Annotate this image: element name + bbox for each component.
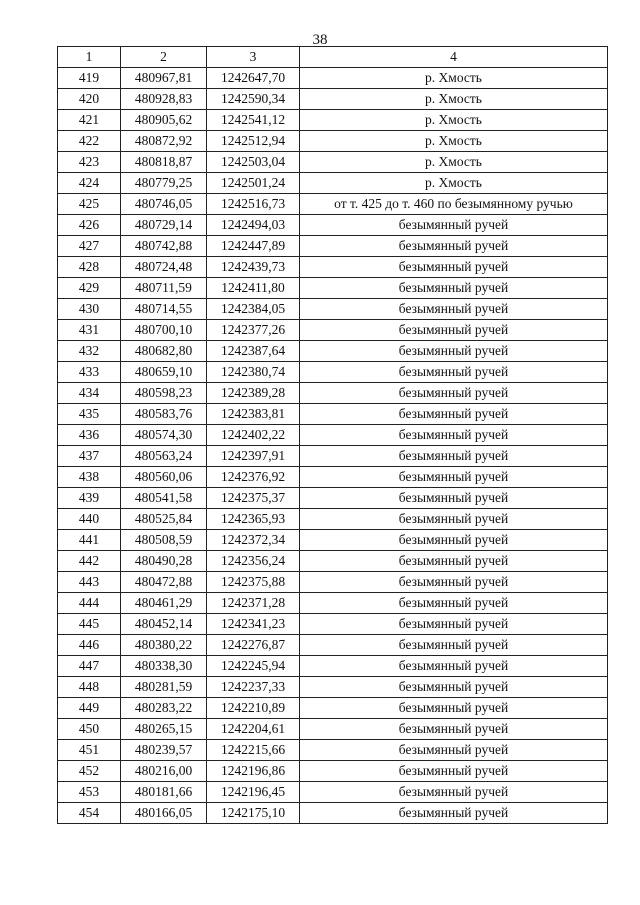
column-header-x-coordinate: 2	[121, 47, 207, 68]
column-header-description: 4	[300, 47, 608, 68]
table-row	[58, 635, 608, 656]
description-cell: безымянный ручей	[300, 551, 608, 572]
x-coordinate-cell: 480905,62	[121, 110, 207, 131]
point-number-cell: 430	[58, 299, 121, 320]
x-coordinate-cell: 480452,14	[121, 614, 207, 635]
y-coordinate-cell: 1242356,24	[207, 551, 300, 572]
y-coordinate-cell: 1242501,24	[207, 173, 300, 194]
description-cell: безымянный ручей	[300, 341, 608, 362]
table-row	[58, 446, 608, 467]
y-coordinate-cell: 1242276,87	[207, 635, 300, 656]
table-row	[58, 488, 608, 509]
x-coordinate-cell: 480659,10	[121, 362, 207, 383]
x-coordinate-cell: 480563,24	[121, 446, 207, 467]
coordinates-table	[57, 46, 608, 824]
point-number-cell: 438	[58, 467, 121, 488]
description-cell: безымянный ручей	[300, 719, 608, 740]
y-coordinate-cell: 1242371,28	[207, 593, 300, 614]
description-cell: безымянный ручей	[300, 593, 608, 614]
table-row	[58, 698, 608, 719]
y-coordinate-cell: 1242439,73	[207, 257, 300, 278]
point-number-cell: 454	[58, 803, 121, 824]
x-coordinate-cell: 480928,83	[121, 89, 207, 110]
point-number-cell: 449	[58, 698, 121, 719]
point-number-cell: 433	[58, 362, 121, 383]
y-coordinate-cell: 1242245,94	[207, 656, 300, 677]
x-coordinate-cell: 480872,92	[121, 131, 207, 152]
y-coordinate-cell: 1242215,66	[207, 740, 300, 761]
point-number-cell: 442	[58, 551, 121, 572]
table-row	[58, 215, 608, 236]
y-coordinate-cell: 1242196,45	[207, 782, 300, 803]
y-coordinate-cell: 1242389,28	[207, 383, 300, 404]
x-coordinate-cell: 480181,66	[121, 782, 207, 803]
point-number-cell: 421	[58, 110, 121, 131]
table-row	[58, 761, 608, 782]
x-coordinate-cell: 480490,28	[121, 551, 207, 572]
table-row	[58, 341, 608, 362]
description-cell: безымянный ручей	[300, 446, 608, 467]
y-coordinate-cell: 1242377,26	[207, 320, 300, 341]
y-coordinate-cell: 1242204,61	[207, 719, 300, 740]
x-coordinate-cell: 480967,81	[121, 68, 207, 89]
x-coordinate-cell: 480742,88	[121, 236, 207, 257]
description-cell: безымянный ручей	[300, 278, 608, 299]
y-coordinate-cell: 1242647,70	[207, 68, 300, 89]
description-cell: р. Хмость	[300, 68, 608, 89]
point-number-cell: 453	[58, 782, 121, 803]
description-cell: р. Хмость	[300, 131, 608, 152]
y-coordinate-cell: 1242210,89	[207, 698, 300, 719]
description-cell: безымянный ручей	[300, 215, 608, 236]
description-cell: безымянный ручей	[300, 635, 608, 656]
y-coordinate-cell: 1242411,80	[207, 278, 300, 299]
point-number-cell: 431	[58, 320, 121, 341]
table-row	[58, 173, 608, 194]
table-row	[58, 236, 608, 257]
table-row	[58, 68, 608, 89]
x-coordinate-cell: 480560,06	[121, 467, 207, 488]
x-coordinate-cell: 480729,14	[121, 215, 207, 236]
page-number: 38	[312, 32, 328, 48]
column-header-point-number: 1	[58, 47, 121, 68]
description-cell: безымянный ручей	[300, 572, 608, 593]
y-coordinate-cell: 1242376,92	[207, 467, 300, 488]
y-coordinate-cell: 1242375,88	[207, 572, 300, 593]
y-coordinate-cell: 1242196,86	[207, 761, 300, 782]
table-row	[58, 383, 608, 404]
x-coordinate-cell: 480779,25	[121, 173, 207, 194]
description-cell: безымянный ручей	[300, 488, 608, 509]
point-number-cell: 436	[58, 425, 121, 446]
x-coordinate-cell: 480380,22	[121, 635, 207, 656]
point-number-cell: 443	[58, 572, 121, 593]
table-row	[58, 425, 608, 446]
table-row	[58, 194, 608, 215]
table-body	[58, 68, 608, 824]
table-row	[58, 782, 608, 803]
description-cell: р. Хмость	[300, 110, 608, 131]
description-cell: безымянный ручей	[300, 677, 608, 698]
description-cell: безымянный ручей	[300, 467, 608, 488]
point-number-cell: 444	[58, 593, 121, 614]
point-number-cell: 422	[58, 131, 121, 152]
description-cell: безымянный ручей	[300, 383, 608, 404]
point-number-cell: 451	[58, 740, 121, 761]
description-cell: р. Хмость	[300, 89, 608, 110]
y-coordinate-cell: 1242383,81	[207, 404, 300, 425]
point-number-cell: 452	[58, 761, 121, 782]
point-number-cell: 445	[58, 614, 121, 635]
description-cell: от т. 425 до т. 460 по безымянному ручью	[300, 194, 608, 215]
y-coordinate-cell: 1242402,22	[207, 425, 300, 446]
x-coordinate-cell: 480239,57	[121, 740, 207, 761]
table-row	[58, 530, 608, 551]
table-row	[58, 803, 608, 824]
x-coordinate-cell: 480583,76	[121, 404, 207, 425]
description-cell: безымянный ручей	[300, 614, 608, 635]
y-coordinate-cell: 1242590,34	[207, 89, 300, 110]
point-number-cell: 428	[58, 257, 121, 278]
point-number-cell: 424	[58, 173, 121, 194]
column-header-y-coordinate: 3	[207, 47, 300, 68]
description-cell: безымянный ручей	[300, 698, 608, 719]
table-row	[58, 299, 608, 320]
point-number-cell: 441	[58, 530, 121, 551]
x-coordinate-cell: 480818,87	[121, 152, 207, 173]
description-cell: безымянный ручей	[300, 656, 608, 677]
y-coordinate-cell: 1242175,10	[207, 803, 300, 824]
x-coordinate-cell: 480461,29	[121, 593, 207, 614]
y-coordinate-cell: 1242447,89	[207, 236, 300, 257]
description-cell: безымянный ручей	[300, 761, 608, 782]
description-cell: безымянный ручей	[300, 782, 608, 803]
table-row	[58, 362, 608, 383]
description-cell: безымянный ручей	[300, 740, 608, 761]
x-coordinate-cell: 480598,23	[121, 383, 207, 404]
description-cell: безымянный ручей	[300, 803, 608, 824]
y-coordinate-cell: 1242494,03	[207, 215, 300, 236]
description-cell: безымянный ручей	[300, 509, 608, 530]
description-cell: р. Хмость	[300, 173, 608, 194]
y-coordinate-cell: 1242512,94	[207, 131, 300, 152]
x-coordinate-cell: 480746,05	[121, 194, 207, 215]
x-coordinate-cell: 480682,80	[121, 341, 207, 362]
point-number-cell: 448	[58, 677, 121, 698]
point-number-cell: 423	[58, 152, 121, 173]
description-cell: безымянный ручей	[300, 257, 608, 278]
y-coordinate-cell: 1242516,73	[207, 194, 300, 215]
table-row	[58, 131, 608, 152]
description-cell: безымянный ручей	[300, 530, 608, 551]
description-cell: безымянный ручей	[300, 236, 608, 257]
point-number-cell: 446	[58, 635, 121, 656]
table-row	[58, 656, 608, 677]
point-number-cell: 439	[58, 488, 121, 509]
point-number-cell: 420	[58, 89, 121, 110]
description-cell: безымянный ручей	[300, 299, 608, 320]
y-coordinate-cell: 1242372,34	[207, 530, 300, 551]
table-row	[58, 152, 608, 173]
table-row	[58, 110, 608, 131]
point-number-cell: 434	[58, 383, 121, 404]
table-row	[58, 719, 608, 740]
table-row	[58, 89, 608, 110]
y-coordinate-cell: 1242397,91	[207, 446, 300, 467]
y-coordinate-cell: 1242541,12	[207, 110, 300, 131]
description-cell: безымянный ручей	[300, 404, 608, 425]
y-coordinate-cell: 1242384,05	[207, 299, 300, 320]
point-number-cell: 435	[58, 404, 121, 425]
y-coordinate-cell: 1242341,23	[207, 614, 300, 635]
point-number-cell: 426	[58, 215, 121, 236]
point-number-cell: 425	[58, 194, 121, 215]
x-coordinate-cell: 480700,10	[121, 320, 207, 341]
table-row	[58, 677, 608, 698]
x-coordinate-cell: 480541,58	[121, 488, 207, 509]
description-cell: безымянный ручей	[300, 425, 608, 446]
x-coordinate-cell: 480711,59	[121, 278, 207, 299]
table-row	[58, 593, 608, 614]
y-coordinate-cell: 1242375,37	[207, 488, 300, 509]
point-number-cell: 427	[58, 236, 121, 257]
x-coordinate-cell: 480166,05	[121, 803, 207, 824]
table-header-row	[58, 47, 608, 68]
point-number-cell: 450	[58, 719, 121, 740]
description-cell: безымянный ручей	[300, 320, 608, 341]
table-row	[58, 467, 608, 488]
table-row	[58, 509, 608, 530]
point-number-cell: 429	[58, 278, 121, 299]
x-coordinate-cell: 480574,30	[121, 425, 207, 446]
table-row	[58, 320, 608, 341]
x-coordinate-cell: 480265,15	[121, 719, 207, 740]
x-coordinate-cell: 480216,00	[121, 761, 207, 782]
y-coordinate-cell: 1242380,74	[207, 362, 300, 383]
y-coordinate-cell: 1242503,04	[207, 152, 300, 173]
point-number-cell: 432	[58, 341, 121, 362]
x-coordinate-cell: 480338,30	[121, 656, 207, 677]
point-number-cell: 440	[58, 509, 121, 530]
table-row	[58, 572, 608, 593]
point-number-cell: 419	[58, 68, 121, 89]
table-row	[58, 551, 608, 572]
y-coordinate-cell: 1242365,93	[207, 509, 300, 530]
y-coordinate-cell: 1242237,33	[207, 677, 300, 698]
x-coordinate-cell: 480525,84	[121, 509, 207, 530]
table-row	[58, 257, 608, 278]
x-coordinate-cell: 480508,59	[121, 530, 207, 551]
table-row	[58, 740, 608, 761]
x-coordinate-cell: 480714,55	[121, 299, 207, 320]
table-row	[58, 614, 608, 635]
description-cell: безымянный ручей	[300, 362, 608, 383]
table-row	[58, 404, 608, 425]
y-coordinate-cell: 1242387,64	[207, 341, 300, 362]
point-number-cell: 447	[58, 656, 121, 677]
x-coordinate-cell: 480283,22	[121, 698, 207, 719]
x-coordinate-cell: 480724,48	[121, 257, 207, 278]
point-number-cell: 437	[58, 446, 121, 467]
table-row	[58, 278, 608, 299]
x-coordinate-cell: 480472,88	[121, 572, 207, 593]
description-cell: р. Хмость	[300, 152, 608, 173]
x-coordinate-cell: 480281,59	[121, 677, 207, 698]
